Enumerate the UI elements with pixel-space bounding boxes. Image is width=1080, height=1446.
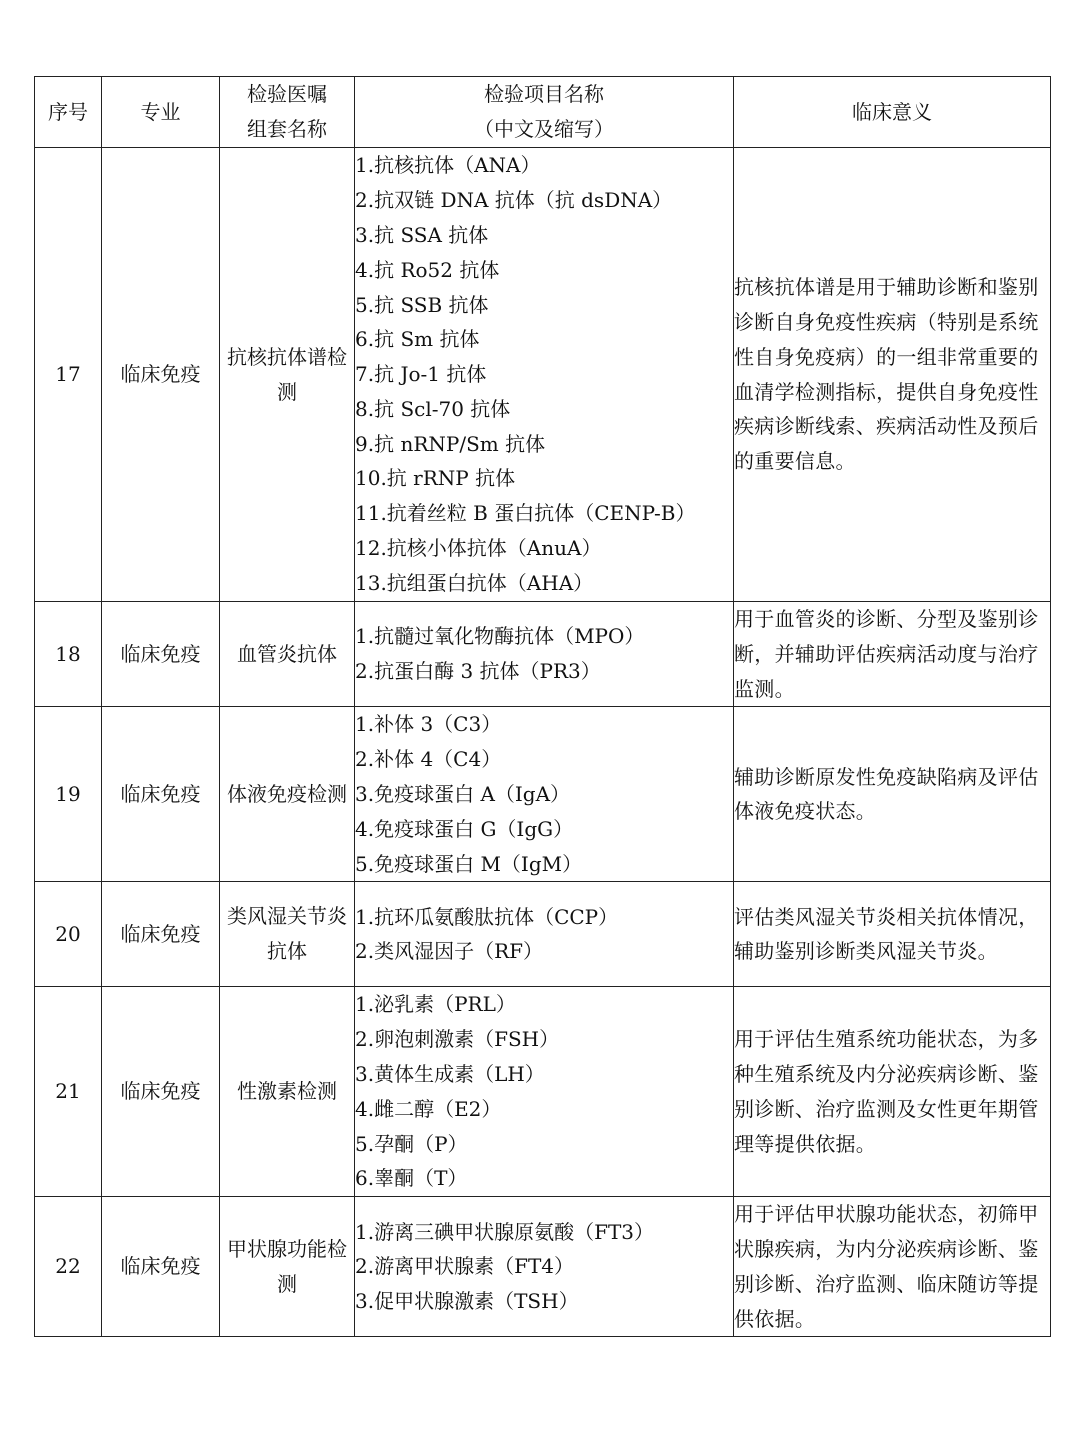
test-item: 2.抗蛋白酶 3 抗体（PR3） (355, 659, 601, 684)
test-item: 7.抗 Jo-1 抗体 (355, 362, 487, 387)
test-item: 1.游离三碘甲状腺原氨酸（FT3） (355, 1219, 655, 1244)
row-group-name: 体液免疫检测 (220, 707, 355, 882)
row-specialty: 临床免疫 (102, 987, 220, 1197)
row-clinical-meaning: 辅助诊断原发性免疫缺陷病及评估体液免疫状态。 (734, 707, 1051, 882)
test-item: 11.抗着丝粒 B 蛋白抗体（CENP-B） (355, 501, 696, 526)
test-item: 6.睾酮（T） (355, 1166, 468, 1191)
table-row (35, 602, 1051, 707)
row-specialty: 临床免疫 (102, 882, 220, 987)
header-group-line1: 检验医嘱 (247, 82, 327, 106)
header-items (355, 77, 734, 148)
test-item: 6.抗 Sm 抗体 (355, 327, 480, 352)
test-item: 2.补体 4（C4） (355, 747, 502, 772)
test-item: 9.抗 nRNP/Sm 抗体 (355, 431, 546, 456)
table-row (35, 987, 1051, 1197)
test-item: 12.抗核小体抗体（AnuA） (355, 536, 602, 561)
test-item: 5.孕酮（P） (355, 1131, 468, 1156)
test-item: 5.抗 SSB 抗体 (355, 292, 489, 317)
test-item: 1.泌乳素（PRL） (355, 992, 516, 1017)
test-item: 2.游离甲状腺素（FT4） (355, 1254, 575, 1279)
row-clinical-meaning: 用于血管炎的诊断、分型及鉴别诊断，并辅助评估疾病活动度与治疗监测。 (734, 602, 1051, 707)
row-group-name: 类风湿关节炎抗体 (220, 882, 355, 987)
row-group-name: 抗核抗体谱检测 (220, 148, 355, 602)
row-num: 20 (35, 882, 102, 987)
header-specialty: 专业 (102, 77, 220, 148)
test-item: 2.抗双链 DNA 抗体（抗 dsDNA） (355, 188, 673, 213)
table-row (35, 882, 1051, 987)
test-item: 1.抗环瓜氨酸肽抗体（CCP） (355, 904, 619, 929)
row-num: 19 (35, 707, 102, 882)
row-specialty: 临床免疫 (102, 602, 220, 707)
table-row (35, 707, 1051, 882)
test-item: 4.雌二醇（E2） (355, 1096, 502, 1121)
test-item: 3.促甲状腺激素（TSH） (355, 1289, 579, 1314)
header-items-line2: （中文及缩写） (474, 117, 614, 141)
test-item: 1.抗髓过氧化物酶抗体（MPO） (355, 624, 645, 649)
test-item: 8.抗 Scl-70 抗体 (355, 396, 511, 421)
test-item: 2.类风湿因子（RF） (355, 939, 544, 964)
row-group-name: 血管炎抗体 (220, 602, 355, 707)
row-specialty: 临床免疫 (102, 707, 220, 882)
lab-test-table (34, 76, 1051, 1337)
row-group-name: 甲状腺功能检测 (220, 1197, 355, 1337)
row-items (355, 707, 734, 882)
header-items-line1: 检验项目名称 (484, 82, 604, 106)
row-num: 21 (35, 987, 102, 1197)
row-clinical-meaning: 评估类风湿关节炎相关抗体情况，辅助鉴别诊断类风湿关节炎。 (734, 882, 1051, 987)
row-items (355, 987, 734, 1197)
header-num: 序号 (35, 77, 102, 148)
row-num: 17 (35, 148, 102, 602)
header-group-line2: 组套名称 (247, 117, 327, 141)
row-group-name: 性激素检测 (220, 987, 355, 1197)
row-items (355, 1197, 734, 1337)
row-items (355, 882, 734, 987)
test-item: 2.卵泡刺激素（FSH） (355, 1027, 560, 1052)
table-row (35, 148, 1051, 602)
test-item: 4.免疫球蛋白 G（IgG） (355, 816, 574, 841)
row-clinical-meaning: 用于评估甲状腺功能状态，初筛甲状腺疾病，为内分泌疾病诊断、鉴别诊断、治疗监测、临床随访等提供依据。 (734, 1197, 1051, 1337)
test-item: 3.黄体生成素（LH） (355, 1061, 545, 1086)
row-specialty: 临床免疫 (102, 1197, 220, 1337)
row-num: 18 (35, 602, 102, 707)
test-item: 3.抗 SSA 抗体 (355, 222, 489, 247)
test-item: 1.抗核抗体（ANA） (355, 153, 541, 178)
row-num: 22 (35, 1197, 102, 1337)
row-specialty: 临床免疫 (102, 148, 220, 602)
test-item: 13.抗组蛋白抗体（AHA） (355, 570, 594, 595)
test-item: 10.抗 rRNP 抗体 (355, 466, 516, 491)
table-header-row (35, 77, 1051, 148)
table-row (35, 1197, 1051, 1337)
row-clinical-meaning: 抗核抗体谱是用于辅助诊断和鉴别诊断自身免疫性疾病（特别是系统性自身免疫病）的一组非常重要的血清学检测指标，提供自身免疫性疾病诊断线索、疾病活动性及预后的重要信息。 (734, 148, 1051, 602)
header-group (220, 77, 355, 148)
row-items (355, 602, 734, 707)
test-item: 4.抗 Ro52 抗体 (355, 257, 500, 282)
test-item: 5.免疫球蛋白 M（IgM） (355, 851, 583, 876)
row-items (355, 148, 734, 602)
test-item: 3.免疫球蛋白 A（IgA） (355, 781, 571, 806)
header-meaning: 临床意义 (734, 77, 1051, 148)
row-clinical-meaning: 用于评估生殖系统功能状态，为多种生殖系统及内分泌疾病诊断、鉴别诊断、治疗监测及女性更年期管理等提供依据。 (734, 987, 1051, 1197)
test-item: 1.补体 3（C3） (355, 712, 502, 737)
